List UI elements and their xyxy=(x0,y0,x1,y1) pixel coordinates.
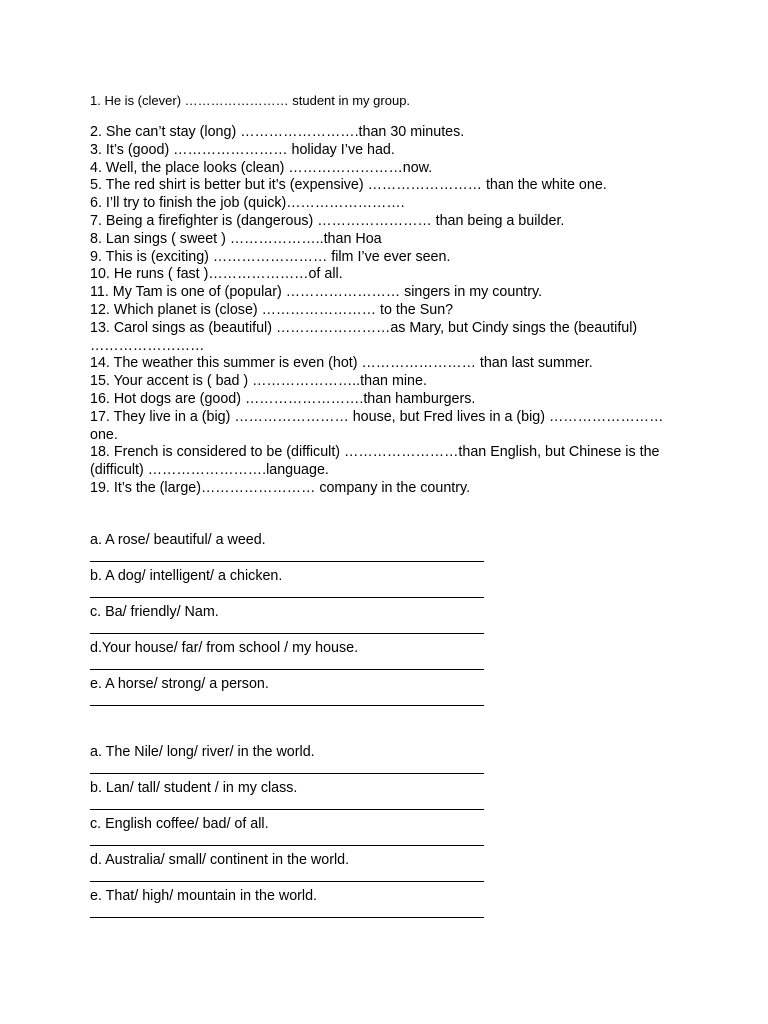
exercise2-prompt: a. A rose/ beautiful/ a weed. xyxy=(90,532,266,548)
exercise1-item: 17. They live in a (big) …………………… house, but Fred lives in a (big) …………………… one. xyxy=(90,408,668,443)
answer-line[interactable] xyxy=(90,881,484,882)
exercise1-item: 4. Well, the place looks (clean) ……………………now. xyxy=(90,159,433,176)
exercise2-prompt: d.Your house/ far/ from school / my house. xyxy=(90,640,359,656)
exercise1-item: 13. Carol sings as (beautiful) ……………………as Mary, but Cindy sings the (beautiful) …………………… xyxy=(90,319,642,354)
exercise1-item: 14. The weather this summer is even (hot) …………………… than last summer. xyxy=(90,355,593,372)
exercise1-item: 18. French is considered to be (difficult) ……………………than English, but Chinese is the (difficult) …………………….language. xyxy=(90,444,664,479)
answer-line[interactable] xyxy=(90,705,484,706)
answer-line[interactable] xyxy=(90,561,484,562)
exercise1-item: 10. He runs ( fast )…………………of all. xyxy=(90,266,343,283)
answer-line[interactable] xyxy=(90,633,484,634)
answer-line[interactable] xyxy=(90,809,484,810)
exercise3-prompt: a. The Nile/ long/ river/ in the world. xyxy=(90,744,315,760)
exercise1-item: 15. Your accent is ( bad ) …………………..than mine. xyxy=(90,373,427,390)
exercise1-item: 12. Which planet is (close) …………………… to the Sun? xyxy=(90,301,454,318)
exercise1-item: 16. Hot dogs are (good) …………………….than hamburgers. xyxy=(90,390,476,407)
exercise2-prompt: e. A horse/ strong/ a person. xyxy=(90,676,269,692)
exercise2-block xyxy=(90,531,490,711)
exercise1-item: 3. It’s (good) …………………… holiday I’ve had. xyxy=(90,141,395,158)
exercise1-item: 8. Lan sings ( sweet ) ………………..than Hoa xyxy=(90,230,382,247)
exercise1-item: 7. Being a firefighter is (dangerous) …………………… than being a builder. xyxy=(90,212,565,229)
exercise3-prompt: b. Lan/ tall/ student / in my class. xyxy=(90,780,298,796)
exercise3-prompt: c. English coffee/ bad/ of all. xyxy=(90,816,269,832)
answer-line[interactable] xyxy=(90,597,484,598)
exercise1-item: 19. It’s the (large)…………………… company in the country. xyxy=(90,479,471,496)
exercise3-block xyxy=(90,743,490,923)
exercise1-item-1: 1. He is (clever) …………………… student in my group. xyxy=(90,93,411,108)
exercise3-prompt: e. That/ high/ mountain in the world. xyxy=(90,888,318,904)
answer-line[interactable] xyxy=(90,773,484,774)
exercise1-item: 11. My Tam is one of (popular) …………………… singers in my country. xyxy=(90,284,543,301)
exercise2-prompt: b. A dog/ intelligent/ a chicken. xyxy=(90,568,283,584)
exercise3-prompt: d. Australia/ small/ continent in the world. xyxy=(90,852,350,868)
exercise1-item: 2. She can’t stay (long) …………………….than 30 minutes. xyxy=(90,124,465,140)
answer-line[interactable] xyxy=(90,669,484,670)
exercise1-item: 6. I’ll try to finish the job (quick)……………………. xyxy=(90,195,405,212)
answer-line[interactable] xyxy=(90,845,484,846)
answer-line[interactable] xyxy=(90,917,484,918)
exercise2-prompt: c. Ba/ friendly/ Nam. xyxy=(90,604,219,620)
exercise1-item: 9. This is (exciting) …………………… film I’ve ever seen. xyxy=(90,248,451,265)
exercise1-item: 5. The red shirt is better but it’s (expensive) …………………… than the white one. xyxy=(90,177,607,194)
exercise1-list xyxy=(90,124,690,498)
